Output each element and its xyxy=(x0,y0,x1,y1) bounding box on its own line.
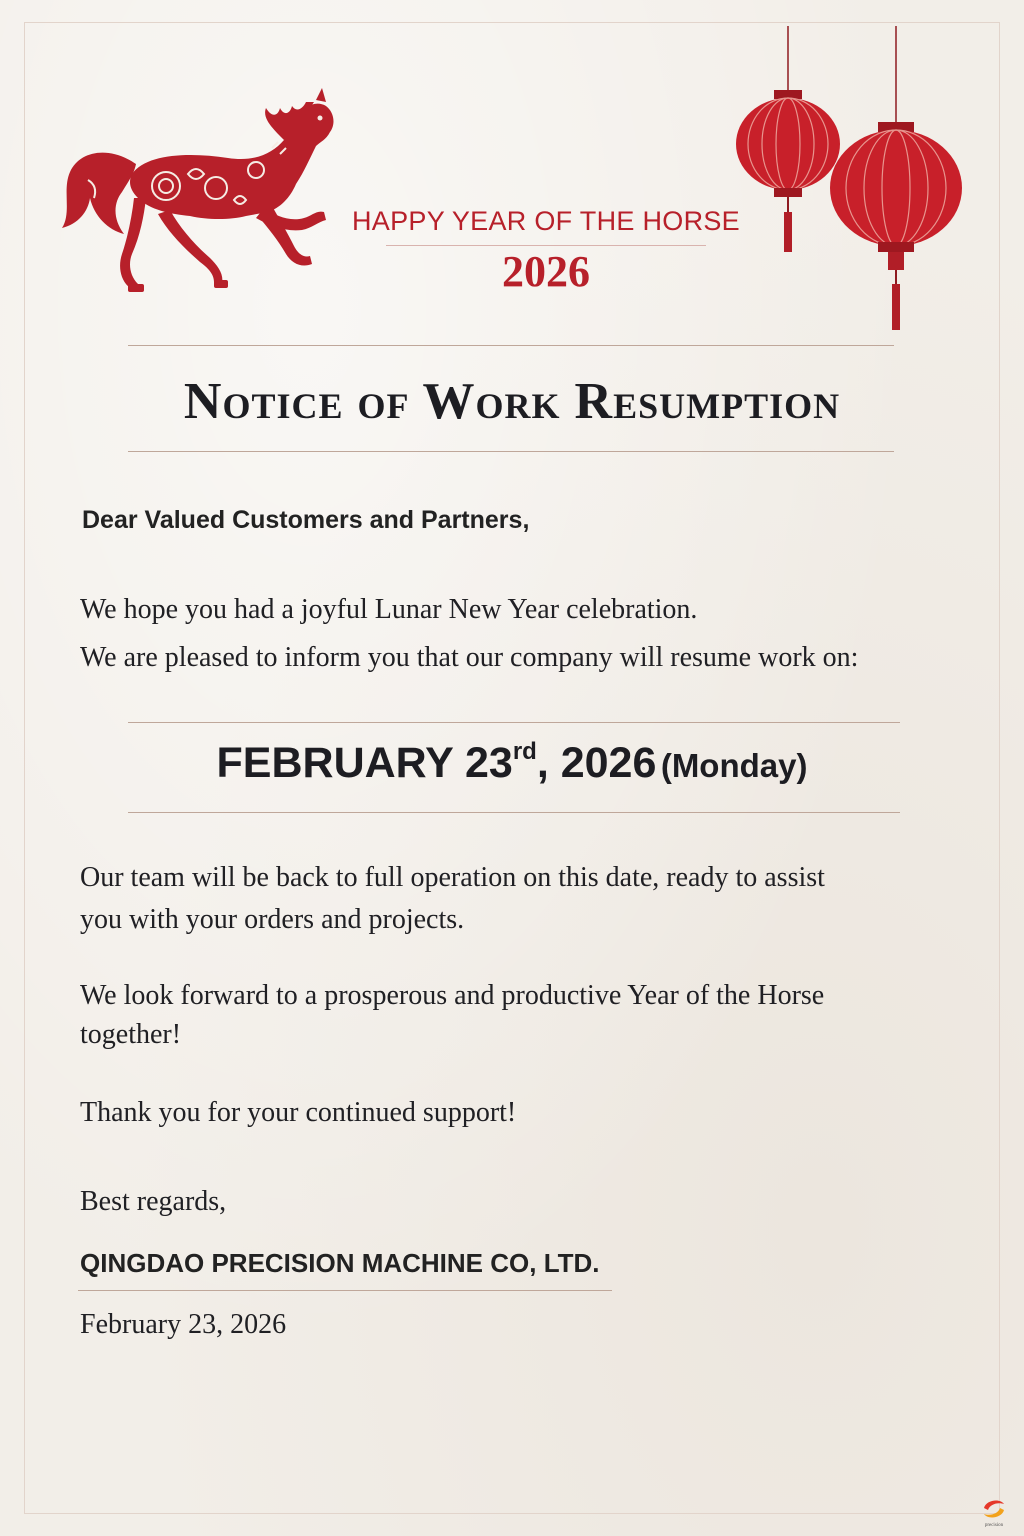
title-bottom-rule xyxy=(128,451,894,452)
forward-line-2: together! xyxy=(80,1019,182,1050)
forward-line-1: We look forward to a prosperous and productive Year of the Horse xyxy=(80,980,825,1011)
resume-date-month-day: FEBRUARY 23 xyxy=(216,739,513,787)
resume-date xyxy=(0,738,1024,788)
date-top-rule xyxy=(128,722,900,723)
logo-text: precision xyxy=(984,1523,1004,1528)
resume-date-suffix: rd xyxy=(512,738,537,765)
title-top-rule xyxy=(128,345,894,346)
resume-date-year: , 2026 xyxy=(536,739,657,787)
paper-cut-horse-icon xyxy=(58,88,338,304)
team-line-1: Our team will be back to full operation on this date, ready to assist xyxy=(80,862,825,893)
intro-line-2: We are pleased to inform you that our company will resume work on: xyxy=(80,642,859,673)
happy-year-greeting: HAPPY YEAR OF THE HORSE xyxy=(351,206,740,236)
greeting-year: 2026 xyxy=(502,247,590,296)
salutation: Dear Valued Customers and Partners, xyxy=(82,506,530,534)
intro-line-1: We hope you had a joyful Lunar New Year celebration. xyxy=(80,594,698,625)
company-logo-icon xyxy=(978,1496,1010,1528)
resume-date-weekday: (Monday) xyxy=(660,747,808,784)
closing-line: Best regards, xyxy=(80,1186,227,1217)
date-bottom-rule xyxy=(128,812,900,813)
team-line-2: you with your orders and projects. xyxy=(80,904,465,935)
signature-rule xyxy=(78,1290,612,1291)
page-title: Notice of Work Resumption xyxy=(183,373,841,430)
red-lanterns-icon xyxy=(728,26,978,336)
company-name: QINGDAO PRECISION MACHINE CO, LTD. xyxy=(80,1248,600,1278)
thanks-line: Thank you for your continued support! xyxy=(80,1097,517,1128)
signed-date: February 23, 2026 xyxy=(80,1309,287,1340)
